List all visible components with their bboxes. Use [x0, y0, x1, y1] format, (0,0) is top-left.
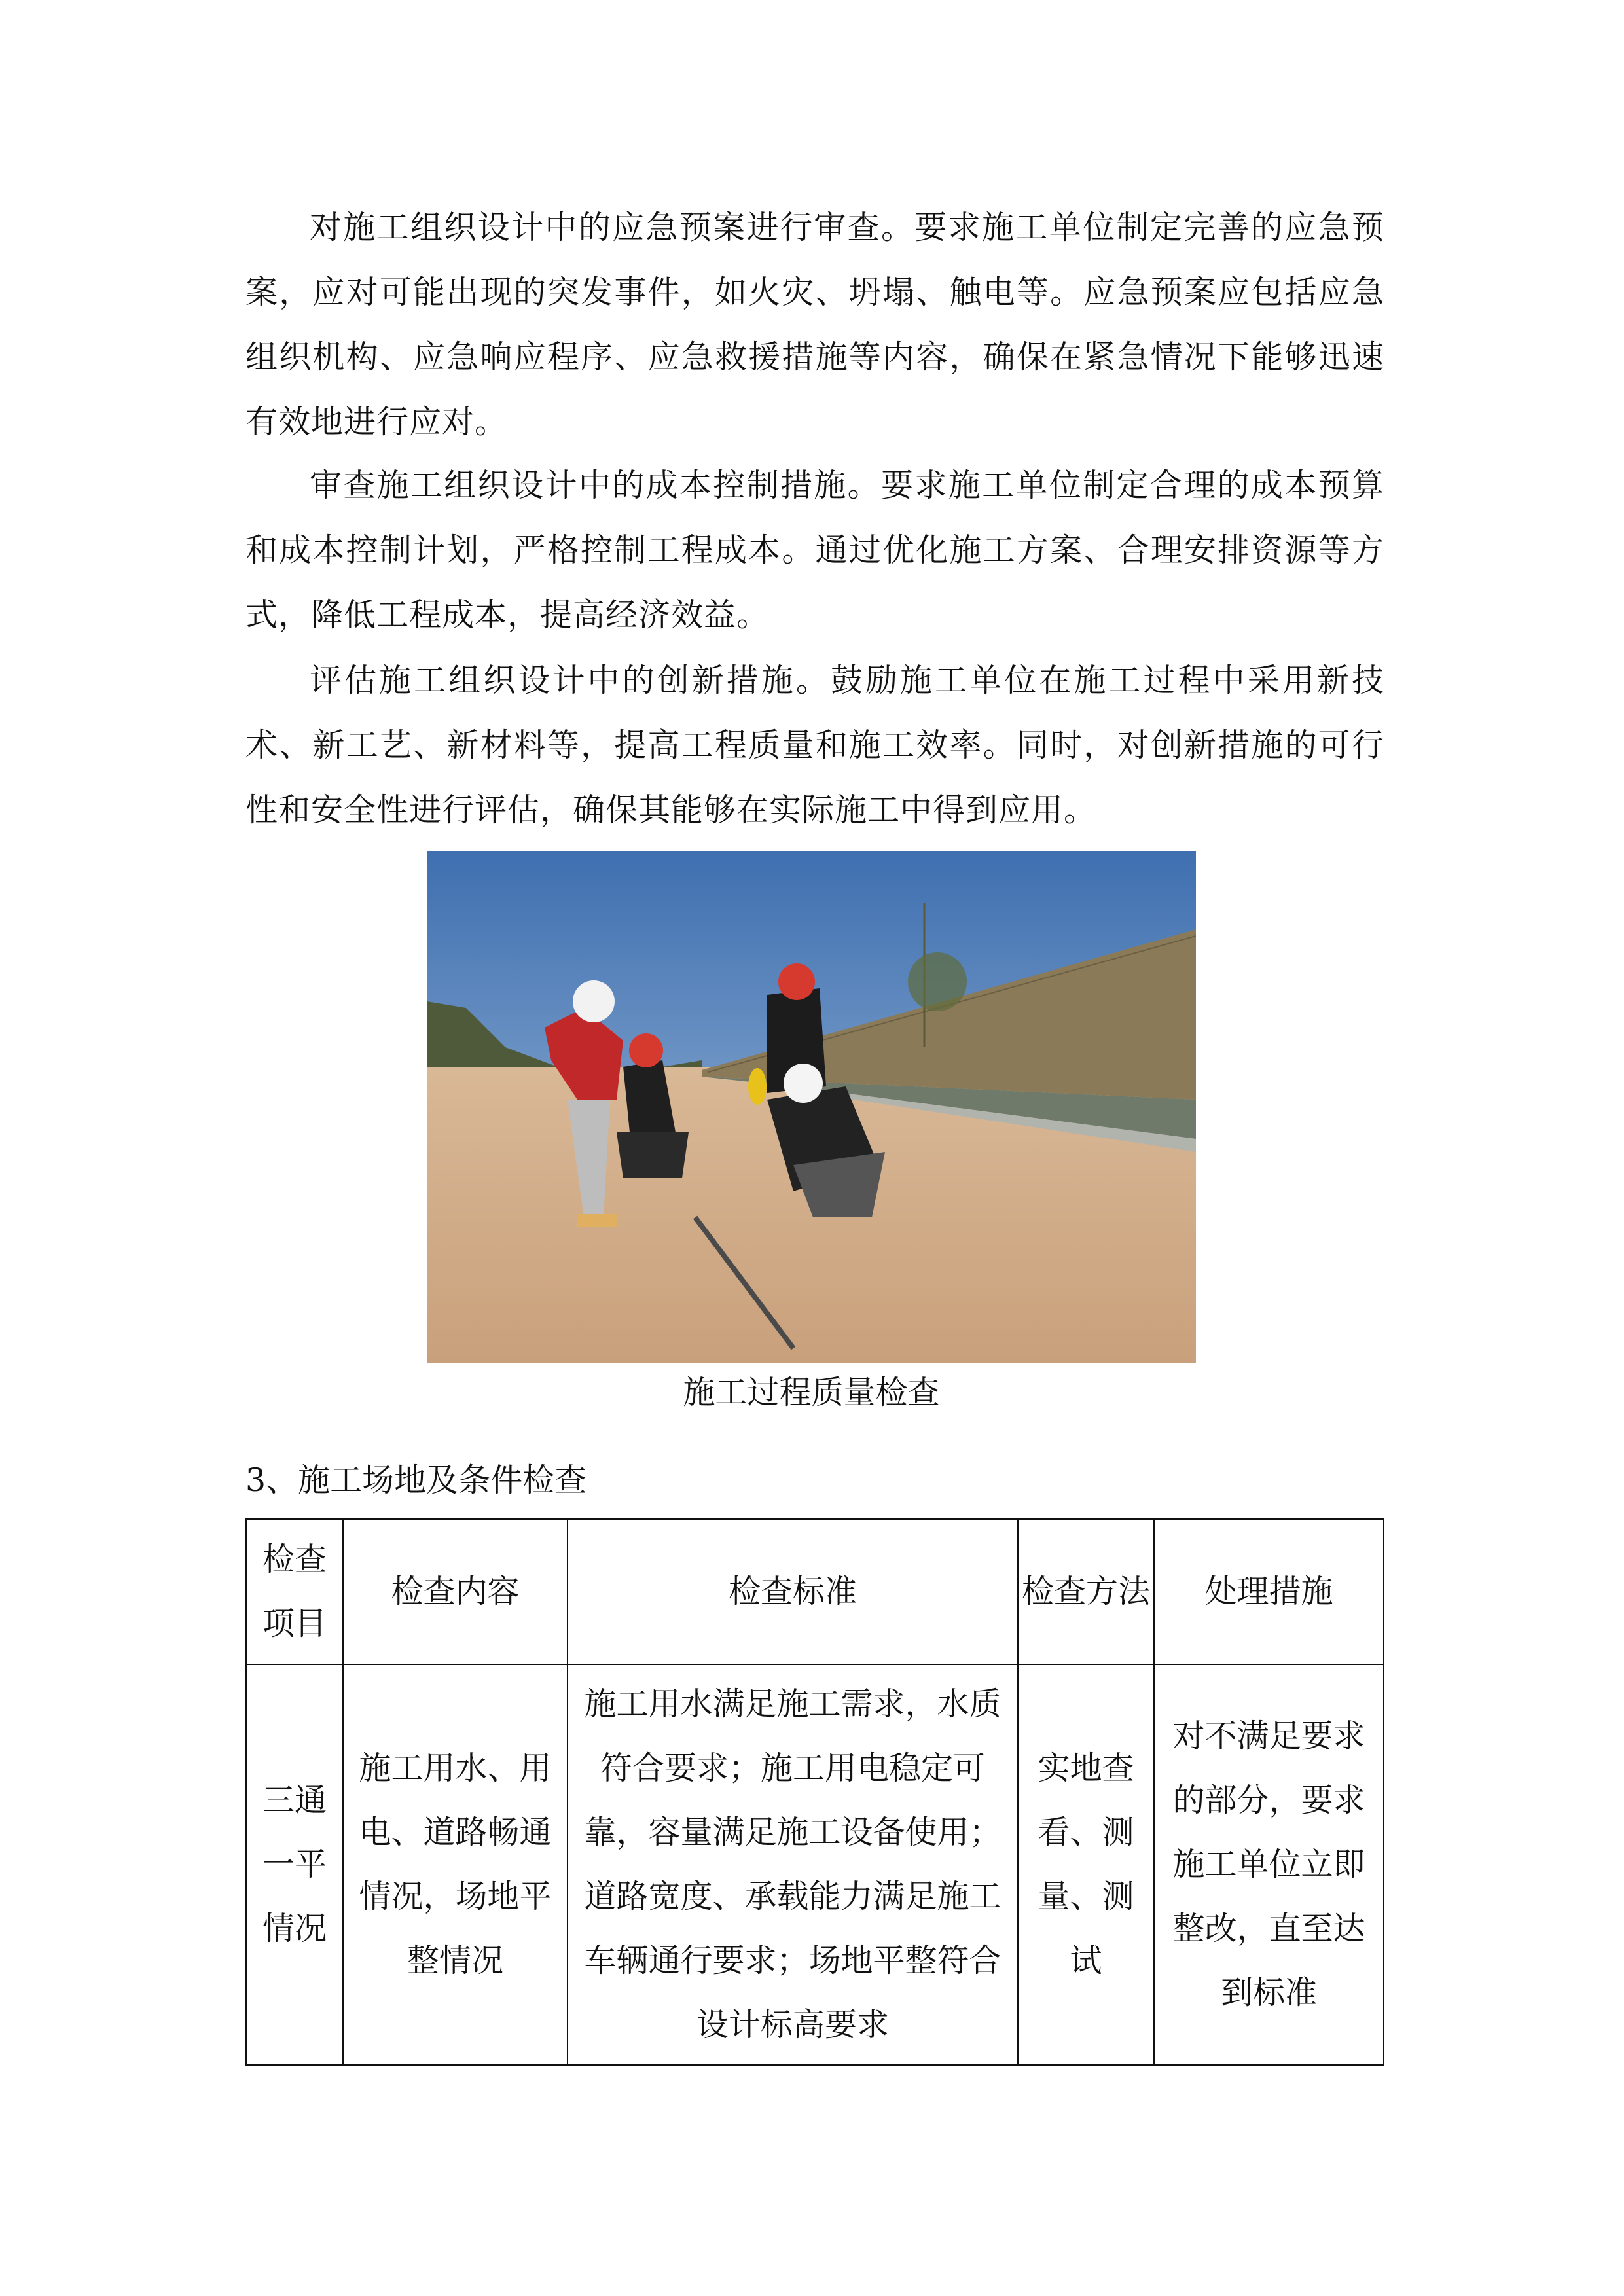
- section-heading: 3、施工场地及条件检查: [245, 1462, 587, 1499]
- header-method: 检查方法: [1018, 1519, 1154, 1664]
- table-row: [246, 1664, 1384, 2065]
- site-inspection-table: [245, 1518, 1384, 2066]
- paragraph-emergency-plan: 对施工组织设计中的应急预案进行审查。要求施工单位制定完善的应急预案，应对可能出现的突发事件，如火灾、坍塌、触电等。应急预案应包括应急组织机构、应急响应程序、应急救援措施等内容，确保在紧急情况下能够迅速有效地进行应对。: [245, 209, 1384, 440]
- paragraph-innovation: 评估施工组织设计中的创新措施。鼓励施工单位在施工过程中采用新技术、新工艺、新材料等，提高工程质量和施工效率。同时，对创新措施的可行性和安全性进行评估，确保其能够在实际施工中得到应用。: [245, 662, 1384, 829]
- figure-caption: 施工过程质量检查: [683, 1374, 940, 1411]
- cell-standard: 施工用水满足施工需求，水质符合要求；施工用电稳定可靠，容量满足施工设备使用；道路宽度、承载能力满足施工车辆通行要求；场地平整符合设计标高要求: [568, 1664, 1018, 2065]
- cell-content: 施工用水、用电、道路畅通情况，场地平整情况: [343, 1664, 568, 2065]
- header-standard: 检查标准: [568, 1519, 1018, 1664]
- header-item: 检查项目: [246, 1519, 343, 1664]
- header-content: 检查内容: [343, 1519, 568, 1664]
- header-measure: 处理措施: [1154, 1519, 1384, 1664]
- construction-inspection-photo: [427, 851, 1196, 1363]
- cell-item: 三通一平情况: [246, 1664, 343, 2065]
- cell-measure: 对不满足要求的部分，要求施工单位立即整改，直至达到标准: [1154, 1664, 1384, 2065]
- cell-method: 实地查看、测量、测试: [1018, 1664, 1154, 2065]
- paragraph-cost-control: 审查施工组织设计中的成本控制措施。要求施工单位制定合理的成本预算和成本控制计划，严格控制工程成本。通过优化施工方案、合理安排资源等方式，降低工程成本，提高经济效益。: [245, 467, 1384, 634]
- table-header-row: [246, 1519, 1384, 1664]
